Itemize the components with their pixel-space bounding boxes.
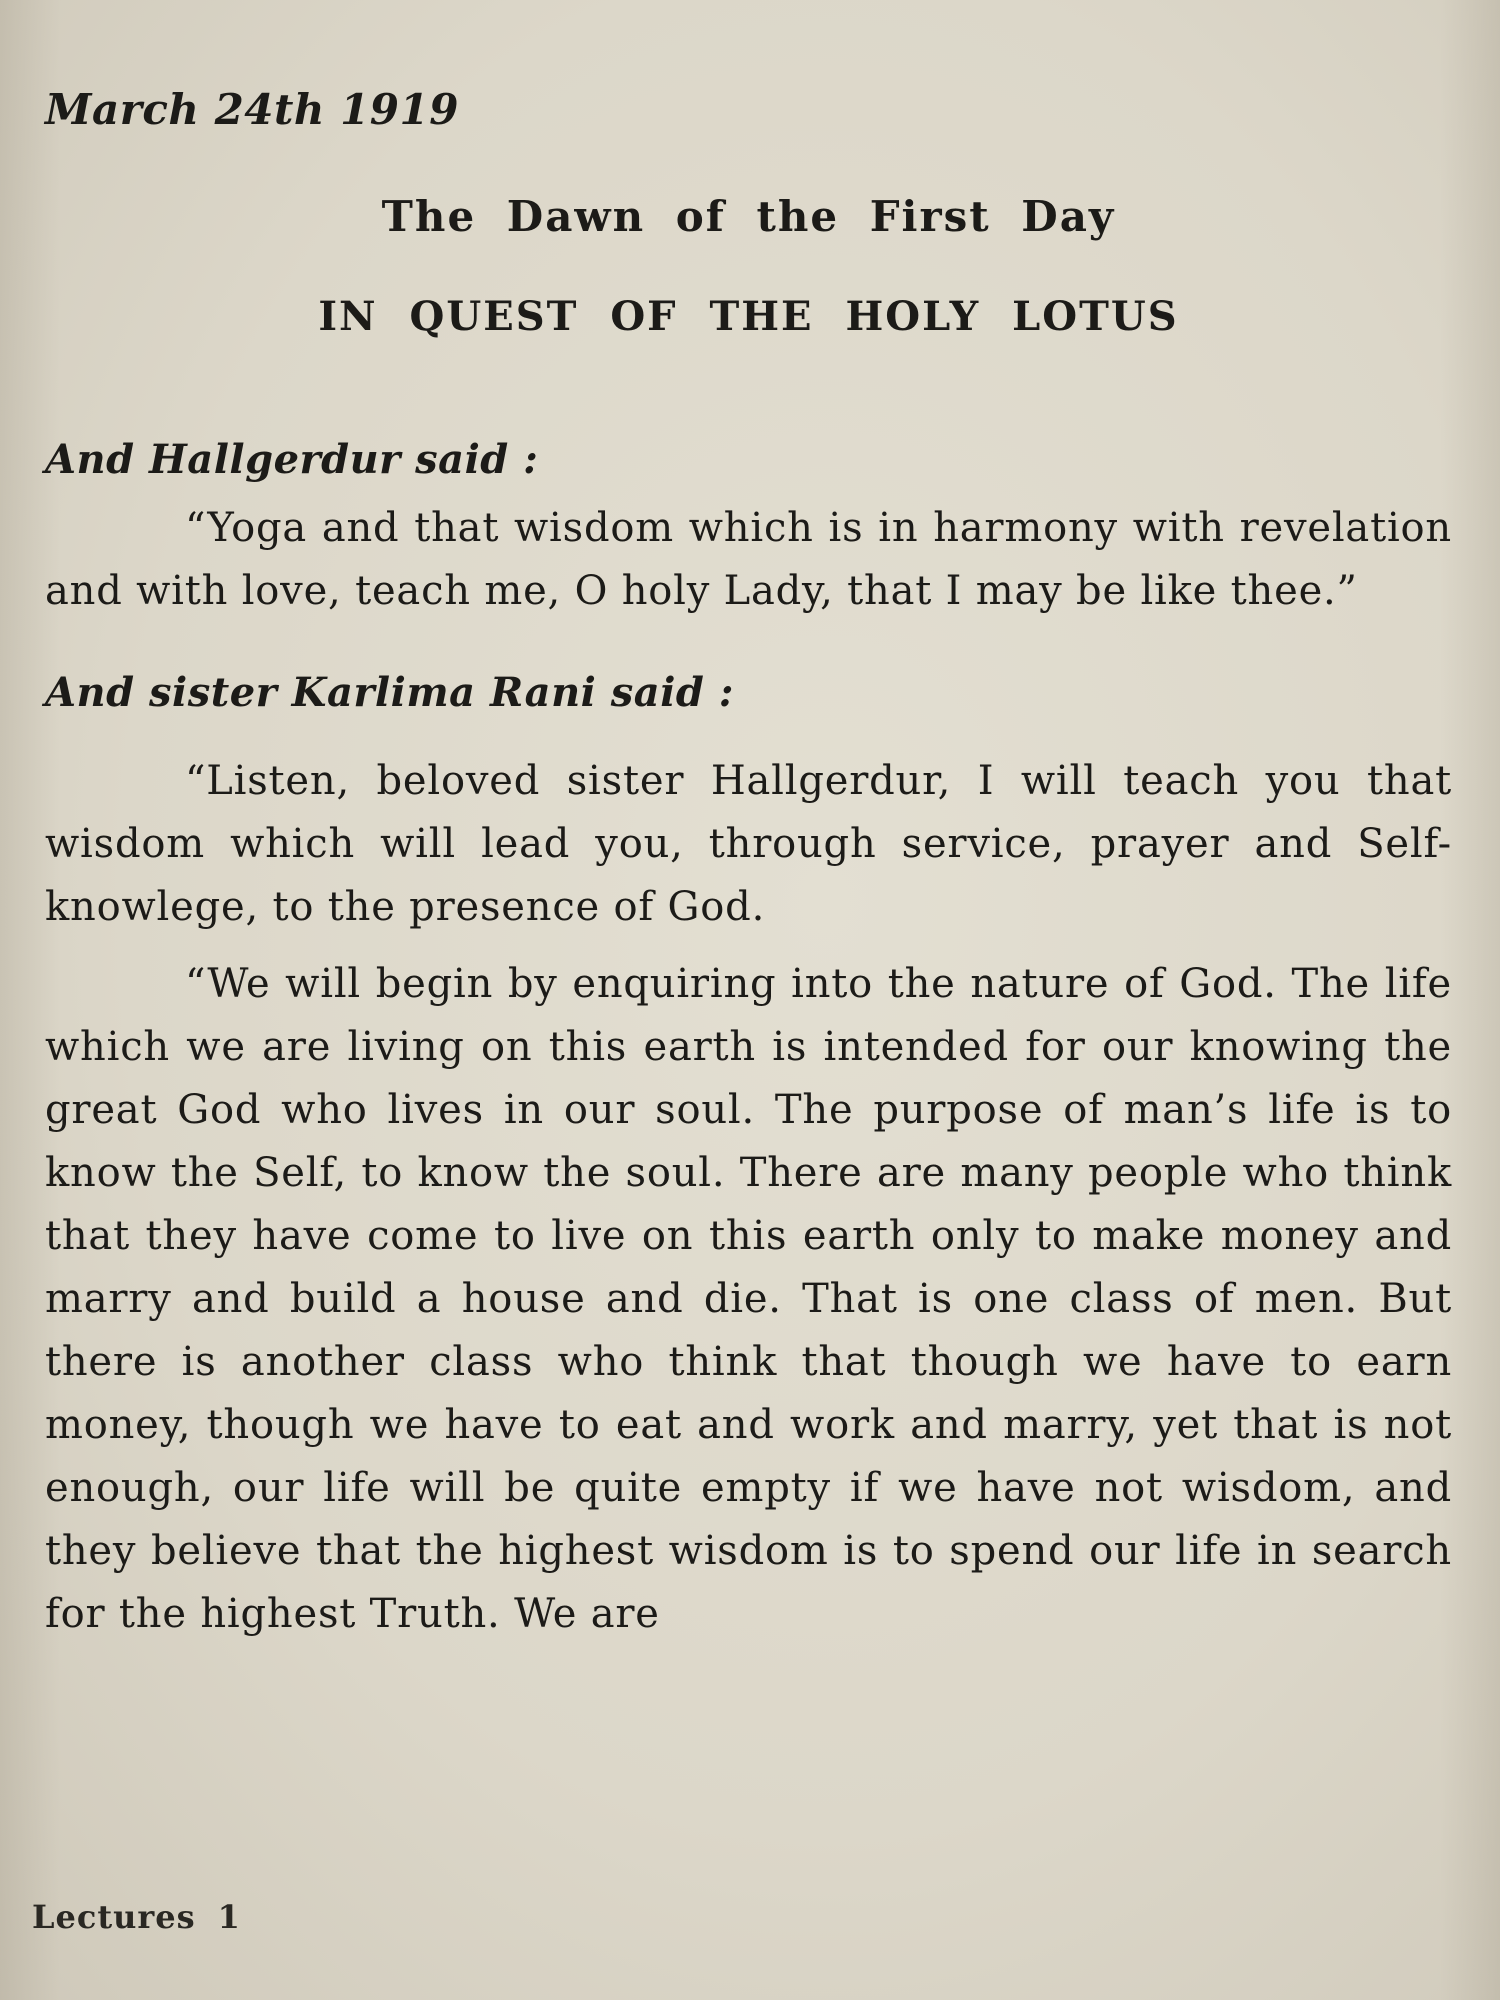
date-heading: March 24th 1919 [45, 85, 459, 134]
footer-page-number: 1 [217, 1898, 241, 1936]
chapter-subtitle: IN QUEST OF THE HOLY LOTUS [318, 293, 1179, 340]
footer-label: Lectures [32, 1898, 196, 1936]
speaker-karlima: And sister Karlima Rani said : [45, 669, 735, 716]
paragraph-karlima-1: “Listen, beloved sister Hallgerdur, I will teach you that wisdom which will lead you, through service, prayer and Self-knowlege, to the presence of God. [45, 758, 1452, 930]
paragraph-hallgerdur: “Yoga and that wisdom which is in harmony with revelation and with love, teach me, O holy Lady, that I may be like thee.” [45, 505, 1452, 614]
page-footer [32, 1898, 241, 1936]
speaker-hallgerdur: And Hallgerdur said : [45, 436, 539, 483]
chapter-title: The Dawn of the First Day [381, 192, 1116, 241]
paragraph-karlima-2: “We will begin by enquiring into the nature of God. The life which we are living on this earth is intended for our knowing the great God who lives in our soul. The purpose of man’s life is to know the Self, to know the soul. There are many people who think that they have come to live on this earth only to make money and marry and build a house and die. That is one class of men. But there is another class who think that though we have to earn money, though we have to eat and work and marry, yet that is not enough, our life will be quite empty if we have not wisdom, and they believe that the highest wisdom is to spend our life in search for the highest Truth. We are [45, 961, 1452, 1637]
